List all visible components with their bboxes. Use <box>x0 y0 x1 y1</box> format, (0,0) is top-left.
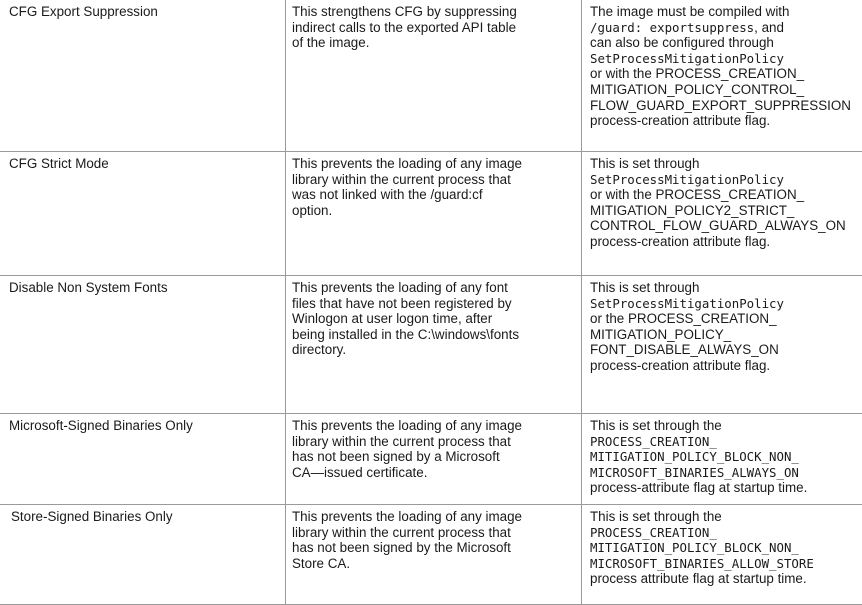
config-code-line: MICROSOFT_BINARIES_ALLOW_STORE <box>590 555 814 571</box>
policy-description-cell <box>292 418 570 480</box>
description-line: Store CA. <box>292 555 351 571</box>
config-text: , and <box>754 19 784 35</box>
table-row <box>0 0 862 152</box>
config-line: MITIGATION_POLICY_ <box>590 326 732 342</box>
config-line: This is set through <box>590 156 700 171</box>
description-line: files that have not been registered by <box>292 295 512 311</box>
config-line: process attribute flag at startup time. <box>590 571 807 587</box>
config-code: /guard: exportsuppress <box>590 19 755 35</box>
table-row <box>0 414 862 505</box>
config-line: The image must be compiled with <box>590 4 790 19</box>
policy-name-cell: Disable Non System Fonts <box>9 280 168 295</box>
policy-configuration-cell <box>590 280 858 374</box>
policy-description-cell <box>292 280 570 358</box>
config-code-line: MITIGATION_POLICY_BLOCK_NON_ <box>590 449 799 465</box>
description-line: Winlogon at user logon time, after <box>292 311 493 327</box>
policy-configuration-cell <box>590 156 858 250</box>
description-line: has not been signed by the Microsoft <box>292 540 511 556</box>
config-line: process-creation attribute flag. <box>590 113 771 129</box>
config-line: or with the PROCESS_CREATION_ <box>590 187 805 203</box>
config-line: process-attribute flag at startup time. <box>590 480 808 496</box>
config-code-line: SetProcessMitigationPolicy <box>590 171 784 187</box>
config-line: or the PROCESS_CREATION_ <box>590 311 777 327</box>
policy-name-cell: Microsoft-Signed Binaries Only <box>9 418 193 433</box>
description-line: This prevents the loading of any image <box>292 418 523 433</box>
policy-description-cell <box>292 156 570 218</box>
table-row <box>0 152 862 276</box>
description-line: This prevents the loading of any image <box>292 509 523 524</box>
description-line: being installed in the C:\windows\fonts <box>292 326 520 342</box>
policy-configuration-cell <box>590 418 858 496</box>
config-line: FONT_DISABLE_ALWAYS_ON <box>590 342 779 358</box>
policy-description-cell <box>292 4 570 51</box>
table-row <box>0 276 862 414</box>
config-line: This is set through the <box>590 509 722 524</box>
policy-name-cell: Store-Signed Binaries Only <box>11 509 173 524</box>
config-line: CONTROL_FLOW_GUARD_ALWAYS_ON <box>590 218 846 234</box>
config-code-line: SetProcessMitigationPolicy <box>590 50 784 66</box>
config-code-line: MICROSOFT_BINARIES_ALWAYS_ON <box>590 464 799 480</box>
config-line: MITIGATION_POLICY_CONTROL_ <box>590 81 805 97</box>
policy-description-cell <box>292 509 570 571</box>
config-line: process-creation attribute flag. <box>590 357 771 373</box>
policy-configuration-cell <box>590 4 858 129</box>
description-line: library within the current process that <box>292 171 511 187</box>
policy-name-cell: CFG Export Suppression <box>9 4 158 19</box>
description-line: was not linked with the /guard:cf <box>292 187 483 203</box>
config-code-line: PROCESS_CREATION_ <box>590 433 717 449</box>
config-line: FLOW_GUARD_EXPORT_SUPPRESSION <box>590 97 851 113</box>
config-line: MITIGATION_POLICY2_STRICT_ <box>590 202 795 218</box>
config-code-line: MITIGATION_POLICY_BLOCK_NON_ <box>590 540 799 556</box>
config-line: This is set through <box>590 280 700 295</box>
config-line: or with the PROCESS_CREATION_ <box>590 66 805 82</box>
policy-configuration-cell <box>590 509 858 587</box>
config-line: This is set through the <box>590 418 722 433</box>
description-line: option. <box>292 202 333 218</box>
config-line: process-creation attribute flag. <box>590 233 771 249</box>
policy-name-cell: CFG Strict Mode <box>9 156 109 171</box>
description-line: indirect calls to the exported API table <box>292 19 517 35</box>
config-code-line: PROCESS_CREATION_ <box>590 524 717 540</box>
description-line: This strengthens CFG by suppressing <box>292 4 517 19</box>
description-line: directory. <box>292 342 347 358</box>
table-row <box>0 505 862 605</box>
description-line: library within the current process that <box>292 433 511 449</box>
description-line: library within the current process that <box>292 524 511 540</box>
description-line: of the image. <box>292 35 370 51</box>
description-line: This prevents the loading of any image <box>292 156 523 171</box>
config-code-line: SetProcessMitigationPolicy <box>590 295 784 311</box>
description-line: This prevents the loading of any font <box>292 280 508 295</box>
config-line <box>590 20 858 36</box>
description-line: CA—issued certificate. <box>292 464 428 480</box>
description-line: has not been signed by a Microsoft <box>292 449 500 465</box>
config-line: can also be configured through <box>590 35 774 51</box>
